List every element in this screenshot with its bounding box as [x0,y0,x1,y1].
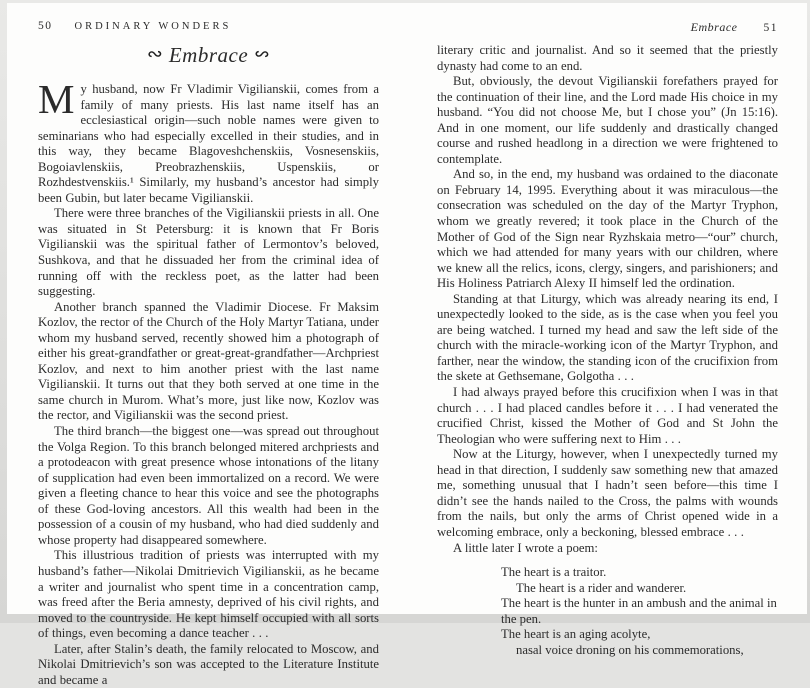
paragraph: Now at the Liturgy, however, when I unexpectedly turned my head in that direction, I suddenly saw something new that amazed me, something unusual that I hadn’t seen before—this time I didn’t see the hands nailed to the Cross, the palms with wounds from the nails, but only the arms of Christ opened wide in a welcoming embrace, only a beckoning, blessed embrace . . . [437,447,778,539]
paragraph [38,76,379,206]
running-head-book-title: ORDINARY WONDERS [74,21,232,32]
paragraph: But, obviously, the devout Vigilianskii forefathers prayed for the continuation of their line, and the Lord made His choice in my husband. “You did not choose Me, but I chose you” (Jn 15:16). And in one moment, our life suddenly and drastically changed course and rushed headlong in a direction we were frightened to contemplate. [437,74,778,166]
drop-cap: M [38,76,75,122]
paragraph: A little later I wrote a poem: [453,540,598,555]
left-page-header [38,20,379,34]
paragraph: There were three branches of the Vigilianskii priests in all. One was situated in St Petersburg: it is known that Fr Boris Vigilianskii was the spiritual father of Lermontov’s beloved, Sushkova, and that he dissuaded her from the criminal idea of running off with the reckless poet, as the latter had been suggesting. [38,206,379,299]
chapter-heading [38,43,379,68]
left-page-body [38,76,379,688]
book-spread [7,3,807,687]
page-left [7,3,407,687]
right-page-header [437,20,778,34]
poem-line: The heart is the hunter in an ambush and the animal in the pen. [501,596,777,626]
paragraph: I had always prayed before this crucifixion when I was in that church . . . I had placed candles before it . . . I had venerated the crucified Christ, kissed the Mother of God and St John the Theologian who were suffering next to Him . . . [437,385,778,446]
paragraph: The third branch—the biggest one—was spread out throughout the Volga Region. To this branch belonged mitered archpriests and a protodeacon with great presence whose intonations of the litany of supplication had even been immortalized on a record. We were given a fleeting chance to hear this voice and see the photographs of these God-loving ancestors. All this wealth had been in the possession of a cousin of my husband, who had died suddenly and whose property had disappeared somewhere. [38,424,379,547]
paragraph: Standing at that Liturgy, which was already nearing its end, I unexpectedly looked to the side, as is the case when you feel you are being watched. I turned my head and saw the left side of the church with the miracle-working icon of the Martyr Tryphon, and farther, near the window, the standing icon of the crucifixion from the skete at Gethsemane, Golgotha . . . [437,291,778,384]
floral-ornament-left-icon: ∾ [146,44,163,65]
paragraph: Another branch spanned the Vladimir Diocese. Fr Maksim Kozlov, the rector of the Church of the Holy Martyr Tatiana, under whom my husband served, recently showed him a photograph of either his great-grandfather or great-great-grandfather—Archpriest Kozlov, and next to him another priest with the last name Vigilianskii. It turns out that they both served at one time in the same church in Murom. What’s more, just like now, Kozlov was the rector, and Vigilianskii was the second priest. [38,299,379,423]
poem-line: The heart is a traitor. [501,565,607,580]
paragraph-text: y husband, now Fr Vladimir Vigilianskii, comes from a family of many priests. His last name itself has an ecclesiastical origin—such noble names were given to seminarians who had especially excelled in their studies, and in this way, they became Blagoveshchenskiis, Vosnesenskiis, Bogoiavlenskiis, Preobrazhenskiis, Uspenskiis, or Rozhdestvenskiis.¹ Similarly, my husband’s ancestor had simply been Gubin, but later became Vigilianskii. [38,82,379,205]
page-right [407,3,807,657]
paragraph: And so, in the end, my husband was ordained to the diaconate on February 14, 1995. Everything about it was miraculous—the consecration was scheduled on the day of the Martyr Tryphon, whom we greatly revered; it took place in the Church of the Mother of God of the Sign near Ryzhskaia metro—“our” church, which we had attended for many years with our children, where we knew all the relics, icons, clergy, singers, and parishioners; and His Holiness Patriarch Alexy II himself led the ordination. [437,167,778,291]
right-page-body [437,43,778,556]
running-head-chapter: Embrace [690,20,738,34]
paragraph: This illustrious tradition of priests was interrupted with my husband’s father—Nikolai Dmitrievich Vigilianskii, as he became a writer and journalist who spent time in a concentration camp, was freed after the Beria amnesty, deprived of his civil rights, and moved to the countryside. He kept himself occupied with all sorts of things, even becoming a dance teacher . . . [38,548,379,641]
right-page-number: 51 [763,22,778,34]
chapter-title: Embrace [168,43,249,67]
poem-block [501,565,778,658]
poem-line: The heart is a rider and wanderer. [516,580,687,595]
paragraph: Later, after Stalin’s death, the family relocated to Moscow, and Nikolai Dmitrievich’s son was accepted to the Literature Institute and became a [38,641,379,687]
poem-line: The heart is an aging acolyte, [501,627,651,642]
paragraph: literary critic and journalist. And so it seemed that the priestly dynasty had come to an end. [437,43,778,73]
left-page-number: 50 [38,20,53,32]
poem-line: nasal voice droning on his commemorations, [516,642,744,657]
floral-ornament-right-icon: ∾ [254,44,271,65]
